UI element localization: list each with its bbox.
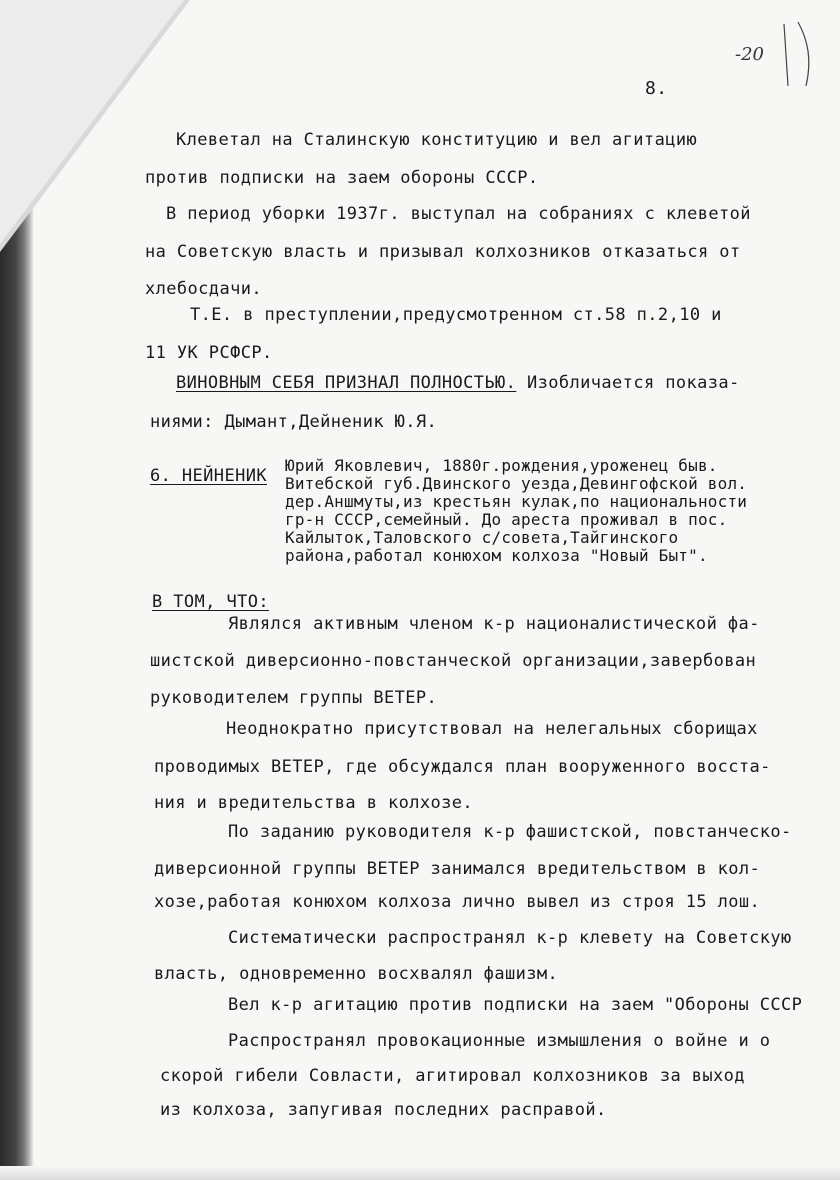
body-line-7: По заданию руководителя к-р фашистской, повстанческо- (228, 822, 792, 842)
body-line-10: Систематически распространял к-р клевету на Советскую (228, 928, 792, 948)
body-line-3: руководителем группы ВЕТЕР. (150, 688, 438, 708)
scan-bottom-edge (0, 1166, 840, 1180)
text-line-9: ниями: Дымант,Дейненик Ю.Я. (150, 412, 438, 432)
text-line-1: Клеветал на Сталинскую конституцию и вел агитацию (176, 130, 698, 150)
person-detail-4: гр-н СССР,семейный. До ареста проживал в пос. (285, 510, 728, 529)
text-line-5: хлебосдачи. (145, 279, 262, 299)
body-line-4: Неоднократно присутствовал на нелегальных сборищах (226, 719, 758, 739)
page-number: 8. (645, 78, 668, 99)
folded-corner-face (0, 0, 184, 244)
body-line-14: скорой гибели Совласти, агитировал колхозников за выход (160, 1066, 745, 1086)
body-line-15: из колхоза, запугивая последних расправой. (160, 1100, 607, 1120)
guilty-plea: ВИНОВНЫМ СЕБЯ ПРИЗНАЛ ПОЛНОСТЬЮ. (176, 373, 517, 393)
archive-bracket-mark (778, 20, 818, 90)
person-detail-2: Витебской губ.Двинского уезда,Девингофской вол. (285, 474, 748, 493)
text-line-7: 11 УК РСФСР. (145, 343, 273, 363)
body-line-13: Распространял провокационные измышления о войне и о (228, 1031, 771, 1051)
body-line-9: хозе,работая конюхом колхоза лично вывел из строя 15 лош. (154, 892, 761, 912)
text-line-2: против подписки на заем обороны СССР. (145, 168, 539, 188)
person-label: 6. НЕЙНЕНИК (150, 466, 267, 486)
text-line-8: Изобличается показа- (526, 373, 740, 393)
body-line-8: диверсионной группы ВЕТЕР занимался вредительством в кол- (154, 859, 761, 879)
body-line-5: проводимых ВЕТЕР, где обсуждался план вооруженного восста- (154, 757, 771, 777)
text-line-4: на Советскую власть и призывал колхозников отказаться от (145, 242, 741, 262)
text-line-6: Т.Е. в преступлении,предусмотренном ст.58 п.2,10 и (190, 305, 722, 325)
archive-page-number: -20 (735, 44, 764, 65)
body-line-1: Являлся активным членом к-р националистической фа- (228, 614, 760, 634)
body-line-11: власть, одновременно восхвалял фашизм. (154, 964, 559, 984)
body-line-6: ния и вредительства в колхозе. (154, 793, 474, 813)
body-line-2: шистской диверсионно-повстанческой организации,завербован (150, 651, 757, 671)
section-heading: В ТОМ, ЧТО: (152, 592, 269, 612)
person-detail-6: района,работал конюхом колхоза "Новый Быт". (285, 546, 708, 565)
body-line-12: Вел к-р агитацию против подписки на заем "Обороны СССР (228, 995, 803, 1015)
person-detail-1: Юрий Яковлевич, 1880г.рождения,уроженец быв. (285, 456, 718, 475)
text-line-3: В период уборки 1937г. выступал на собраниях с клеветой (166, 204, 751, 224)
person-detail-3: дер.Аншмуты,из крестьян кулак,по национальности (285, 492, 748, 511)
guilty-plea-line (176, 373, 740, 393)
person-detail-5: Кайлыток,Таловского с/совета,Тайгинского (285, 528, 679, 547)
